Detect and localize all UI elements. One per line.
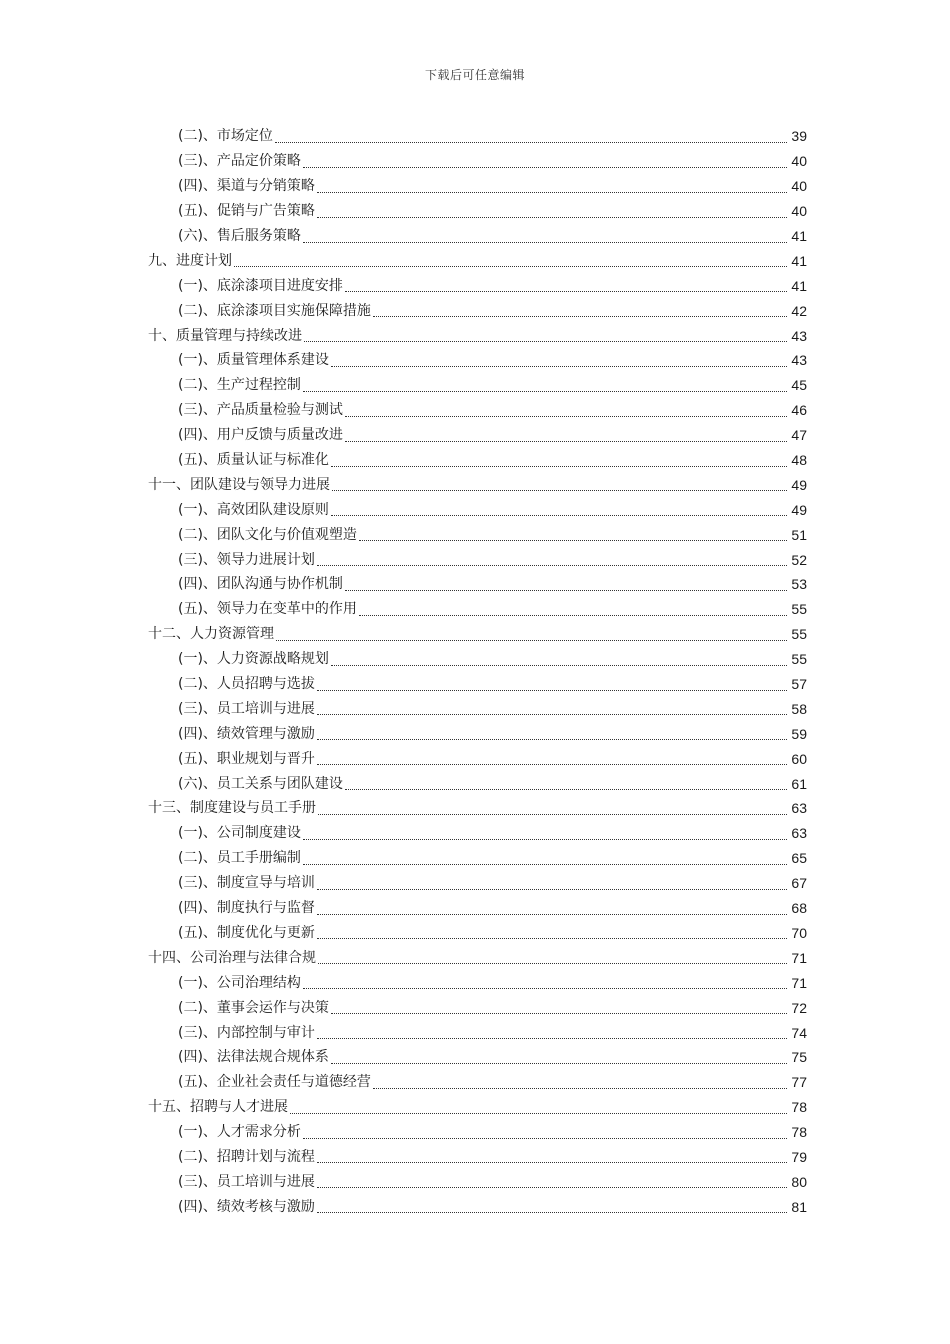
toc-dot-leader xyxy=(345,427,787,442)
toc-entry-label: 十四、公司治理与法律合规 xyxy=(148,949,316,966)
toc-entry-label: (四)、法律法规合规体系 xyxy=(178,1049,329,1066)
toc-entry-label: (一)、质量管理体系建设 xyxy=(178,352,329,369)
page-header: 下载后可任意编辑 xyxy=(424,68,525,82)
toc-section-entry[interactable] xyxy=(0,124,807,149)
toc-entry-label: (四)、渠道与分销策略 xyxy=(178,178,315,195)
toc-section-entry[interactable] xyxy=(0,746,807,771)
toc-entry-label: 十三、制度建设与员工手册 xyxy=(148,800,316,817)
toc-entry-label: 十一、团队建设与领导力进展 xyxy=(148,476,330,493)
toc-entry-label: (二)、市场定位 xyxy=(178,128,273,145)
toc-page-number: 51 xyxy=(791,526,807,543)
toc-entry-label: (一)、公司治理结构 xyxy=(178,974,301,991)
toc-dot-leader xyxy=(303,974,787,989)
toc-section-entry[interactable] xyxy=(0,672,807,697)
toc-section-entry[interactable] xyxy=(0,423,807,448)
toc-section-entry[interactable] xyxy=(0,1120,807,1145)
toc-section-entry[interactable] xyxy=(0,896,807,921)
toc-chapter-entry[interactable] xyxy=(0,248,807,273)
toc-section-entry[interactable] xyxy=(0,1020,807,1045)
toc-entry-label: (五)、领导力在变革中的作用 xyxy=(178,601,357,618)
toc-section-entry[interactable] xyxy=(0,970,807,995)
toc-dot-leader xyxy=(359,601,787,616)
toc-dot-leader xyxy=(359,526,787,541)
toc-section-entry[interactable] xyxy=(0,597,807,622)
toc-page-number: 43 xyxy=(791,327,807,344)
toc-dot-leader xyxy=(317,875,787,890)
toc-page-number: 79 xyxy=(791,1148,807,1165)
toc-section-entry[interactable] xyxy=(0,1045,807,1070)
toc-section-entry[interactable] xyxy=(0,647,807,672)
toc-entry-label: (三)、内部控制与审计 xyxy=(178,1024,315,1041)
toc-entry-label: (六)、售后服务策略 xyxy=(178,228,301,244)
toc-dot-leader xyxy=(275,128,787,143)
toc-entry-label: (二)、人员招聘与选拔 xyxy=(178,676,315,693)
toc-dot-leader xyxy=(331,651,787,666)
toc-page-number: 55 xyxy=(791,626,807,643)
toc-section-entry[interactable] xyxy=(0,846,807,871)
toc-entry-label: (二)、招聘计划与流程 xyxy=(178,1148,315,1165)
toc-dot-leader xyxy=(318,949,787,964)
toc-entry-label: (五)、企业社会责任与道德经营 xyxy=(178,1074,371,1091)
toc-dot-leader xyxy=(317,1148,787,1163)
toc-entry-label: (三)、制度宣导与培训 xyxy=(178,875,315,892)
toc-entry-label: 九、进度计划 xyxy=(148,252,232,269)
toc-entry-label: (四)、团队沟通与协作机制 xyxy=(178,576,343,593)
toc-page-number: 49 xyxy=(791,501,807,518)
toc-section-entry[interactable] xyxy=(0,448,807,473)
toc-page-number: 40 xyxy=(791,203,807,220)
toc-section-entry[interactable] xyxy=(0,995,807,1020)
toc-section-entry[interactable] xyxy=(0,1070,807,1095)
toc-page-number: 53 xyxy=(791,576,807,593)
toc-dot-leader xyxy=(317,924,787,939)
toc-page-number: 68 xyxy=(791,900,807,917)
toc-chapter-entry[interactable] xyxy=(0,796,807,821)
toc-entry-label: (四)、制度执行与监督 xyxy=(178,900,315,917)
toc-section-entry[interactable] xyxy=(0,1194,807,1219)
toc-page-number: 78 xyxy=(791,1124,807,1141)
toc-page-number: 40 xyxy=(791,153,807,170)
toc-dot-leader xyxy=(234,252,787,267)
toc-entry-label: (四)、用户反馈与质量改进 xyxy=(178,427,343,444)
toc-page-number: 81 xyxy=(791,1198,807,1215)
toc-dot-leader xyxy=(331,1049,787,1064)
toc-chapter-entry[interactable] xyxy=(0,622,807,647)
toc-page-number: 74 xyxy=(791,1024,807,1041)
toc-page-number: 47 xyxy=(791,427,807,444)
toc-chapter-entry[interactable] xyxy=(0,1095,807,1120)
toc-page-number: 71 xyxy=(791,974,807,991)
toc-section-entry[interactable] xyxy=(0,373,807,398)
toc-dot-leader xyxy=(331,999,787,1014)
toc-page-number: 63 xyxy=(791,800,807,817)
toc-section-entry[interactable] xyxy=(0,174,807,199)
toc-section-entry[interactable] xyxy=(0,771,807,796)
toc-section-entry[interactable] xyxy=(0,348,807,373)
toc-entry-label: 十二、人力资源管理 xyxy=(148,626,274,643)
toc-entry-label: (一)、底涂漆项目进度安排 xyxy=(178,277,343,294)
toc-entry-label: (一)、公司制度建设 xyxy=(178,825,301,842)
toc-page-number: 42 xyxy=(791,302,807,319)
toc-section-entry[interactable] xyxy=(0,273,807,298)
toc-dot-leader xyxy=(303,228,787,243)
toc-section-entry[interactable] xyxy=(0,149,807,174)
toc-dot-leader xyxy=(345,402,787,417)
toc-page-number: 75 xyxy=(791,1049,807,1066)
toc-page-number: 61 xyxy=(791,775,807,792)
toc-dot-leader xyxy=(290,1099,787,1114)
toc-section-entry[interactable] xyxy=(0,921,807,946)
toc-dot-leader xyxy=(317,178,787,193)
toc-entry-label: (五)、职业规划与晋升 xyxy=(178,750,315,767)
toc-section-entry[interactable] xyxy=(0,821,807,846)
toc-entry-label: (三)、领导力进展计划 xyxy=(178,551,315,568)
toc-page-number: 45 xyxy=(791,377,807,394)
toc-dot-leader xyxy=(276,626,787,641)
toc-page-number: 59 xyxy=(791,725,807,742)
toc-dot-leader xyxy=(317,1173,787,1188)
toc-dot-leader xyxy=(373,302,787,317)
toc-section-entry[interactable] xyxy=(0,398,807,423)
toc-section-entry[interactable] xyxy=(0,224,807,249)
toc-section-entry[interactable] xyxy=(0,1169,807,1194)
toc-entry-label: 十、质量管理与持续改进 xyxy=(148,327,302,344)
toc-dot-leader xyxy=(303,825,787,840)
toc-dot-leader xyxy=(317,700,787,715)
toc-chapter-entry[interactable] xyxy=(0,472,807,497)
toc-entry-label: (三)、产品定价策略 xyxy=(178,153,301,170)
toc-chapter-entry[interactable] xyxy=(0,323,807,348)
toc-dot-leader xyxy=(373,1074,787,1089)
toc-entry-label: (三)、员工培训与进展 xyxy=(178,1173,315,1190)
toc-dot-leader xyxy=(331,352,787,367)
toc-page-number: 63 xyxy=(791,825,807,842)
toc-entry-label: (五)、制度优化与更新 xyxy=(178,924,315,941)
toc-page-number: 48 xyxy=(791,452,807,469)
toc-dot-leader xyxy=(331,452,787,467)
toc-dot-leader xyxy=(317,676,787,691)
toc-entry-label: (二)、团队文化与价值观塑造 xyxy=(178,526,357,543)
toc-page-number: 70 xyxy=(791,924,807,941)
toc-dot-leader xyxy=(345,775,787,790)
toc-page-number: 77 xyxy=(791,1074,807,1091)
toc-entry-label: (六)、员工关系与团队建设 xyxy=(178,775,343,792)
toc-section-entry[interactable] xyxy=(0,522,807,547)
toc-dot-leader xyxy=(317,1024,787,1039)
toc-dot-leader xyxy=(317,551,787,566)
toc-entry-label: (一)、人才需求分析 xyxy=(178,1124,301,1141)
toc-entry-label: (二)、员工手册编制 xyxy=(178,850,301,867)
table-of-contents xyxy=(0,124,950,1219)
toc-section-entry[interactable] xyxy=(0,721,807,746)
toc-dot-leader xyxy=(303,377,787,392)
toc-dot-leader xyxy=(331,501,787,516)
toc-dot-leader xyxy=(317,203,787,218)
toc-page-number: 72 xyxy=(791,999,807,1016)
toc-page-number: 71 xyxy=(791,949,807,966)
toc-dot-leader xyxy=(318,800,787,815)
toc-dot-leader xyxy=(303,850,787,865)
toc-dot-leader xyxy=(303,1124,787,1139)
toc-page-number: 41 xyxy=(791,277,807,294)
toc-entry-label: (三)、产品质量检验与测试 xyxy=(178,402,343,419)
toc-page-number: 67 xyxy=(791,875,807,892)
toc-entry-label: (五)、促销与广告策略 xyxy=(178,203,315,220)
toc-entry-label: (一)、高效团队建设原则 xyxy=(178,501,329,518)
toc-page-number: 78 xyxy=(791,1099,807,1116)
toc-section-entry[interactable] xyxy=(0,497,807,522)
toc-dot-leader xyxy=(332,476,787,491)
toc-page-number: 41 xyxy=(791,252,807,269)
toc-section-entry[interactable] xyxy=(0,298,807,323)
toc-page-number: 55 xyxy=(791,651,807,668)
toc-dot-leader xyxy=(317,725,787,740)
toc-entry-label: (一)、人力资源战略规划 xyxy=(178,651,329,668)
toc-page-number: 57 xyxy=(791,676,807,693)
toc-entry-label: (三)、员工培训与进展 xyxy=(178,700,315,717)
toc-section-entry[interactable] xyxy=(0,871,807,896)
toc-dot-leader xyxy=(303,153,787,168)
toc-dot-leader xyxy=(317,900,787,915)
toc-chapter-entry[interactable] xyxy=(0,945,807,970)
toc-section-entry[interactable] xyxy=(0,696,807,721)
toc-page-number: 40 xyxy=(791,178,807,195)
toc-page-number: 60 xyxy=(791,750,807,767)
toc-dot-leader xyxy=(304,327,787,342)
toc-page-number: 80 xyxy=(791,1173,807,1190)
toc-section-entry[interactable] xyxy=(0,1145,807,1170)
toc-page-number: 55 xyxy=(791,601,807,618)
toc-entry-label: (四)、绩效管理与激励 xyxy=(178,725,315,742)
toc-section-entry[interactable] xyxy=(0,199,807,224)
toc-page-number: 46 xyxy=(791,402,807,419)
toc-page-number: 43 xyxy=(791,352,807,369)
toc-page-number: 39 xyxy=(791,128,807,145)
toc-dot-leader xyxy=(317,750,787,765)
toc-entry-label: (二)、底涂漆项目实施保障措施 xyxy=(178,302,371,319)
toc-entry-label: (五)、质量认证与标准化 xyxy=(178,452,329,469)
toc-dot-leader xyxy=(317,1198,787,1213)
toc-page-number: 58 xyxy=(791,700,807,717)
toc-entry-label: (二)、董事会运作与决策 xyxy=(178,999,329,1016)
toc-section-entry[interactable] xyxy=(0,572,807,597)
toc-page-number: 65 xyxy=(791,850,807,867)
toc-entry-label: (二)、生产过程控制 xyxy=(178,377,301,394)
toc-section-entry[interactable] xyxy=(0,547,807,572)
toc-page-number: 49 xyxy=(791,476,807,493)
toc-entry-label: (四)、绩效考核与激励 xyxy=(178,1198,315,1215)
toc-page-number: 41 xyxy=(791,228,807,244)
toc-page-number: 52 xyxy=(791,551,807,568)
toc-entry-label: 十五、招聘与人才进展 xyxy=(148,1099,288,1116)
toc-dot-leader xyxy=(345,277,787,292)
toc-dot-leader xyxy=(345,576,787,591)
